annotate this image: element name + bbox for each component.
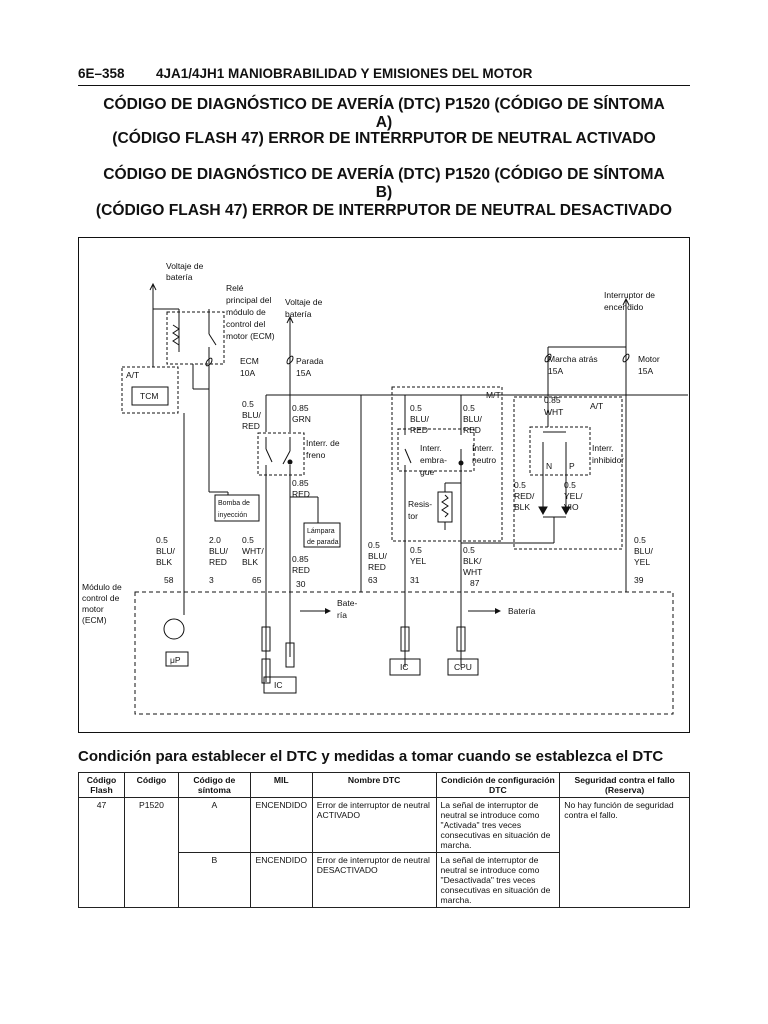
- cell-symptom: B: [178, 853, 250, 908]
- brake-switch-l2: freno: [306, 450, 326, 460]
- cell-condition: La señal de interruptor de neutral se introduce como "Desactivada" tres veces consecutivas en situación de marcha.: [436, 853, 560, 908]
- fuse-reverse-l1: Marcha atrás: [548, 354, 598, 364]
- header-mil: MIL: [250, 773, 312, 798]
- wire-yel-vio-l2: YEL/: [564, 491, 583, 501]
- section-title: Condición para establecer el DTC y medidas a tomar cuando se establezca el DTC: [78, 748, 664, 765]
- battery-in-2: Batería: [508, 606, 536, 616]
- wire-58-l1: 0.5: [156, 535, 168, 545]
- fuse-stop-l1: Parada: [296, 356, 324, 366]
- ecm-module-l4: (ECM): [82, 615, 107, 625]
- wire-58-l3: BLK: [156, 557, 173, 567]
- battery-voltage-label-1-l2: batería: [166, 272, 193, 282]
- ecm-module-l1: Módulo de: [82, 582, 122, 592]
- neutral-switch-l1: Interr.: [472, 443, 494, 453]
- battery-voltage-label-2-l1: Voltaje de: [285, 297, 323, 307]
- brake-switch-l1: Interr. de: [306, 438, 340, 448]
- cell-mil: ENCENDIDO: [250, 798, 312, 853]
- mt-label: M/T: [486, 390, 501, 400]
- wire-31-l2: YEL: [410, 556, 427, 566]
- ic-2-label: IC: [400, 662, 409, 672]
- pin-87: 87: [470, 578, 480, 588]
- title-b-line2: B): [375, 184, 393, 201]
- wire-65-l3: BLK: [242, 557, 259, 567]
- wire-87-l3: WHT: [463, 567, 483, 577]
- wire-grn-l2: GRN: [292, 414, 311, 424]
- fuse-reverse-l2: 15A: [548, 366, 564, 376]
- wire-red-blk-l3: BLK: [514, 502, 531, 512]
- wire-blu-red-1-l3: RED: [242, 421, 260, 431]
- inhibitor-switch-l1: Interr.: [592, 443, 614, 453]
- resistor-l2: tor: [408, 511, 418, 521]
- wire-red-1-l1: 0.85: [292, 478, 309, 488]
- inhibitor-n: N: [546, 461, 553, 471]
- wire-3-l3: RED: [209, 557, 227, 567]
- clutch-switch-l1: Interr.: [420, 443, 442, 453]
- cell-dtc-code: P1520: [124, 798, 178, 908]
- battery-voltage-label-1-l1: Voltaje de: [166, 261, 204, 271]
- fuse-engine-l2: 15A: [638, 366, 654, 376]
- header-symptom-code: Código de síntoma: [178, 773, 250, 798]
- title-b-line1: CÓDIGO DE DIAGNÓSTICO DE AVERÍA (DTC) P1520 (CÓDIGO DE SÍNTOMA: [103, 166, 665, 183]
- main-relay-label-l1: Relé: [226, 283, 244, 293]
- pin-31: 31: [410, 575, 420, 585]
- main-relay-label-l4: control del: [226, 319, 266, 329]
- main-relay-label-l2: principal del: [226, 295, 272, 305]
- main-relay-label-l3: módulo de: [226, 307, 266, 317]
- page-number: 6E–358: [78, 66, 125, 81]
- at-label: A/T: [126, 370, 140, 380]
- cell-dtc-name: Error de interruptor de neutral DESACTIVADO: [312, 853, 436, 908]
- cell-mil: ENCENDIDO: [250, 853, 312, 908]
- wire-blu-red-3-l1: 0.5: [463, 403, 475, 413]
- ecm-module-l3: motor: [82, 604, 104, 614]
- injection-pump-l2: inyección: [218, 512, 248, 519]
- dtc-table: [78, 772, 690, 908]
- cpu-label: CPU: [454, 662, 472, 672]
- fuse-ecm-l1: ECM: [240, 356, 259, 366]
- diagram-labels: [82, 261, 660, 690]
- wire-63-l1: 0.5: [368, 540, 380, 550]
- wire-blu-red-3-l3: RED: [463, 425, 481, 435]
- header-failsafe: Seguridad contra el fallo (Reserva): [560, 773, 690, 798]
- table-row: [79, 798, 690, 853]
- mu-p-label: μP: [170, 655, 181, 665]
- clutch-switch-l3: gue: [420, 467, 435, 477]
- ic-1-label: IC: [274, 680, 283, 690]
- wire-yel-vio-l1: 0.5: [564, 480, 576, 490]
- title-a-line1: CÓDIGO DE DIAGNÓSTICO DE AVERÍA (DTC) P1520 (CÓDIGO DE SÍNTOMA: [103, 96, 665, 113]
- battery-in-1-l2: ría: [337, 610, 347, 620]
- table-header-row: [79, 773, 690, 798]
- inhibitor-p: P: [569, 461, 575, 471]
- title-b-line3: (CÓDIGO FLASH 47) ERROR DE INTERRPUTOR DE NEUTRAL DESACTIVADO: [95, 202, 673, 219]
- wire-blu-red-2-l2: BLU/: [410, 414, 429, 424]
- battery-in-1-l1: Bate-: [337, 598, 358, 608]
- pin-63: 63: [368, 575, 378, 585]
- wire-blu-red-2-l3: RED: [410, 425, 428, 435]
- fuse-stop-l2: 15A: [296, 368, 312, 378]
- wire-yel-vio-l3: VIO: [564, 502, 579, 512]
- tcm-label: TCM: [140, 391, 159, 401]
- wire-blu-red-2-l1: 0.5: [410, 403, 422, 413]
- header-rule: [78, 85, 690, 86]
- wire-3-l2: BLU/: [209, 546, 228, 556]
- resistor-l1: Resis-: [408, 499, 433, 509]
- wire-wht-at-l1: 0.85: [544, 395, 561, 405]
- header-dtc-name: Nombre DTC: [312, 773, 436, 798]
- header-code: Código: [124, 773, 178, 798]
- inhibitor-switch-l2: inhibidor: [592, 455, 625, 465]
- pin-30: 30: [296, 579, 306, 589]
- wire-grn-l1: 0.85: [292, 403, 309, 413]
- wire-65-l1: 0.5: [242, 535, 254, 545]
- header-condition: Condición de configuración DTC: [436, 773, 560, 798]
- cell-symptom: A: [178, 798, 250, 853]
- wire-39-l2: BLU/: [634, 546, 653, 556]
- fuse-engine-l1: Motor: [638, 354, 660, 364]
- section-title: 4JA1/4JH1 MANIOBRABILIDAD Y EMISIONES DEL MOTOR: [156, 66, 533, 81]
- ignition-switch-label-l2: encendido: [604, 302, 644, 312]
- wire-39-l3: YEL: [634, 557, 651, 567]
- stop-lamp-l2: de parada: [307, 539, 339, 546]
- neutral-switch-l2: neutro: [472, 455, 497, 465]
- wire-30-l2: RED: [292, 565, 310, 575]
- wire-65-l2: WHT/: [242, 546, 264, 556]
- injection-pump-l1: Bomba de: [218, 500, 250, 507]
- cell-flash-code: 47: [79, 798, 125, 908]
- wire-blu-red-1-l2: BLU/: [242, 410, 261, 420]
- ignition-switch-label-l1: Interruptor de: [604, 290, 656, 300]
- pin-39: 39: [634, 575, 644, 585]
- cell-condition: La señal de interruptor de neutral se introduce como "Activada" tres veces consecutivas en situación de marcha.: [436, 798, 560, 853]
- page-header: [78, 66, 690, 81]
- wire-red-blk-l1: 0.5: [514, 480, 526, 490]
- pin-65: 65: [252, 575, 262, 585]
- wire-blu-red-1-l1: 0.5: [242, 399, 254, 409]
- wire-31-l1: 0.5: [410, 545, 422, 555]
- cell-failsafe: No hay función de seguridad contra el fallo.: [560, 798, 690, 908]
- stop-lamp-l1: Lámpara: [307, 528, 335, 535]
- wire-58-l2: BLU/: [156, 546, 175, 556]
- header-flash-code: Código Flash: [79, 773, 125, 798]
- pin-58: 58: [164, 575, 174, 585]
- pin-3: 3: [209, 575, 214, 585]
- at-label-2: A/T: [590, 401, 604, 411]
- wire-blu-red-3-l2: BLU/: [463, 414, 482, 424]
- main-relay-label-l5: motor (ECM): [226, 331, 275, 341]
- wire-87-l1: 0.5: [463, 545, 475, 555]
- wire-30-l1: 0.85: [292, 554, 309, 564]
- wire-wht-at-l2: WHT: [544, 407, 564, 417]
- clutch-switch-l2: embra-: [420, 455, 447, 465]
- wire-3-l1: 2.0: [209, 535, 221, 545]
- fuse-ecm-l2: 10A: [240, 368, 256, 378]
- wire-red-blk-l2: RED/: [514, 491, 535, 501]
- title-a-line3: (CÓDIGO FLASH 47) ERROR DE INTERRPUTOR DE NEUTRAL ACTIVADO: [112, 130, 656, 147]
- wire-87-l2: BLK/: [463, 556, 482, 566]
- wire-63-l3: RED: [368, 562, 386, 572]
- battery-voltage-label-2-l2: batería: [285, 309, 312, 319]
- cell-dtc-name: Error de interruptor de neutral ACTIVADO: [312, 798, 436, 853]
- wire-red-1-l2: RED: [292, 489, 310, 499]
- wire-63-l2: BLU/: [368, 551, 387, 561]
- wire-39-l1: 0.5: [634, 535, 646, 545]
- ecm-module-l2: control de: [82, 593, 120, 603]
- title-a-line2: A): [375, 114, 393, 131]
- wiring-diagram: [78, 237, 690, 733]
